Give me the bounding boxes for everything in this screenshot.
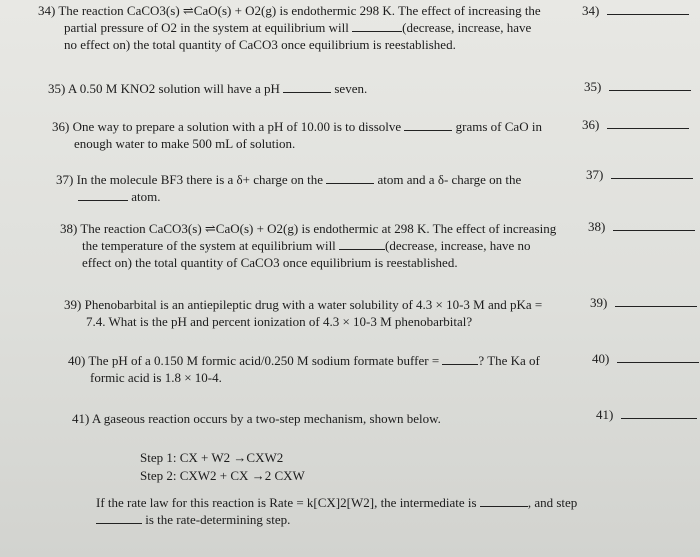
question-number: 35) bbox=[48, 81, 66, 96]
question-text: A 0.50 M KNO2 solution will have a pH bbox=[67, 81, 280, 96]
answer-number: 35) bbox=[584, 79, 602, 94]
question-number: 38) bbox=[60, 221, 78, 236]
question-text: One way to prepare a solution with a pH of 10.00 is to dissolve bbox=[72, 119, 402, 134]
answer-line[interactable] bbox=[621, 406, 697, 419]
question-37 bbox=[56, 171, 521, 205]
question-41 bbox=[72, 410, 441, 427]
answer-41[interactable] bbox=[596, 406, 697, 423]
mechanism-step-2: Step 2: CXW2 + CX →2 CXW bbox=[140, 468, 305, 483]
question-text: If the rate law for this reaction is Rate = k[CX]2[W2], the intermediate is bbox=[96, 495, 477, 510]
answer-blank[interactable] bbox=[283, 81, 331, 93]
answer-39[interactable] bbox=[590, 294, 697, 311]
answer-number: 39) bbox=[590, 295, 608, 310]
question-number: 39) bbox=[64, 297, 82, 312]
answer-number: 41) bbox=[596, 407, 614, 422]
answer-blank[interactable] bbox=[480, 495, 528, 507]
answer-line[interactable] bbox=[615, 294, 697, 307]
question-text: the temperature of the system at equilibrium will bbox=[82, 238, 336, 253]
question-text: effect on) the total quantity of CaCO3 once equilibrium is reestablished. bbox=[82, 255, 458, 270]
answer-37[interactable] bbox=[586, 166, 693, 183]
question-text: In the molecule BF3 there is a δ+ charge on the bbox=[76, 172, 324, 187]
question-text: atom. bbox=[131, 189, 161, 204]
answer-number: 36) bbox=[582, 117, 600, 132]
answer-40[interactable] bbox=[592, 350, 699, 367]
question-35 bbox=[48, 80, 367, 97]
question-text: formic acid is 1.8 × 10-4. bbox=[90, 370, 222, 385]
mechanism-step-1: Step 1: CX + W2 →CXW2 bbox=[140, 450, 284, 465]
answer-number: 34) bbox=[582, 3, 600, 18]
answer-blank[interactable] bbox=[96, 512, 142, 524]
question-text: is the rate-determining step. bbox=[145, 512, 291, 527]
answer-line[interactable] bbox=[613, 218, 695, 231]
answer-line[interactable] bbox=[607, 116, 689, 129]
question-text: (decrease, increase, have bbox=[402, 20, 532, 35]
answer-blank[interactable] bbox=[442, 353, 478, 365]
question-number: 34) bbox=[38, 3, 56, 18]
question-text: 7.4. What is the pH and percent ionization of 4.3 × 10-3 M phenobarbital? bbox=[86, 314, 473, 329]
question-text: (decrease, increase, have no bbox=[385, 238, 531, 253]
question-number: 36) bbox=[52, 119, 70, 134]
answer-blank[interactable] bbox=[326, 172, 374, 184]
question-text: The pH of a 0.150 M formic acid/0.250 M sodium formate buffer = bbox=[88, 353, 440, 368]
question-number: 40) bbox=[68, 353, 86, 368]
answer-blank[interactable] bbox=[339, 238, 385, 250]
question-text: A gaseous reaction occurs by a two-step mechanism, shown below. bbox=[91, 411, 441, 426]
question-36 bbox=[52, 118, 542, 152]
question-41-rate-law bbox=[96, 494, 577, 528]
question-text: grams of CaO in bbox=[455, 119, 542, 134]
question-text: seven. bbox=[334, 81, 368, 96]
answer-blank[interactable] bbox=[352, 20, 402, 32]
answer-35[interactable] bbox=[584, 78, 691, 95]
answer-38[interactable] bbox=[588, 218, 695, 235]
answer-line[interactable] bbox=[607, 2, 689, 15]
question-text: atom and a δ- charge on the bbox=[377, 172, 522, 187]
answer-line[interactable] bbox=[611, 166, 693, 179]
question-text: no effect on) the total quantity of CaCO3 once equilibrium is reestablished. bbox=[64, 37, 456, 52]
question-40 bbox=[68, 352, 540, 386]
question-number: 41) bbox=[72, 411, 90, 426]
answer-blank[interactable] bbox=[404, 119, 452, 131]
answer-line[interactable] bbox=[609, 78, 691, 91]
question-text: Phenobarbital is an antiepileptic drug with a water solubility of 4.3 × 10-3 M and pKa = bbox=[84, 297, 543, 312]
question-34 bbox=[38, 2, 541, 53]
question-text: The reaction CaCO3(s) ⇌CaO(s) + O2(g) is endothermic 298 K. The effect of increasing the bbox=[58, 3, 541, 18]
answer-blank[interactable] bbox=[78, 189, 128, 201]
question-text: enough water to make 500 mL of solution. bbox=[74, 136, 296, 151]
answer-line[interactable] bbox=[617, 350, 699, 363]
question-text: The reaction CaCO3(s) ⇌CaO(s) + O2(g) is endothermic at 298 K. The effect of increasing bbox=[80, 221, 557, 236]
answer-number: 38) bbox=[588, 219, 606, 234]
answer-34[interactable] bbox=[582, 2, 689, 19]
question-text: partial pressure of O2 in the system at equilibrium will bbox=[64, 20, 349, 35]
question-38 bbox=[60, 220, 556, 271]
question-number: 37) bbox=[56, 172, 74, 187]
answer-number: 40) bbox=[592, 351, 610, 366]
question-39 bbox=[64, 296, 542, 330]
answer-number: 37) bbox=[586, 167, 604, 182]
question-text: , and step bbox=[527, 495, 578, 510]
answer-36[interactable] bbox=[582, 116, 689, 133]
question-text: ? The Ka of bbox=[478, 353, 540, 368]
